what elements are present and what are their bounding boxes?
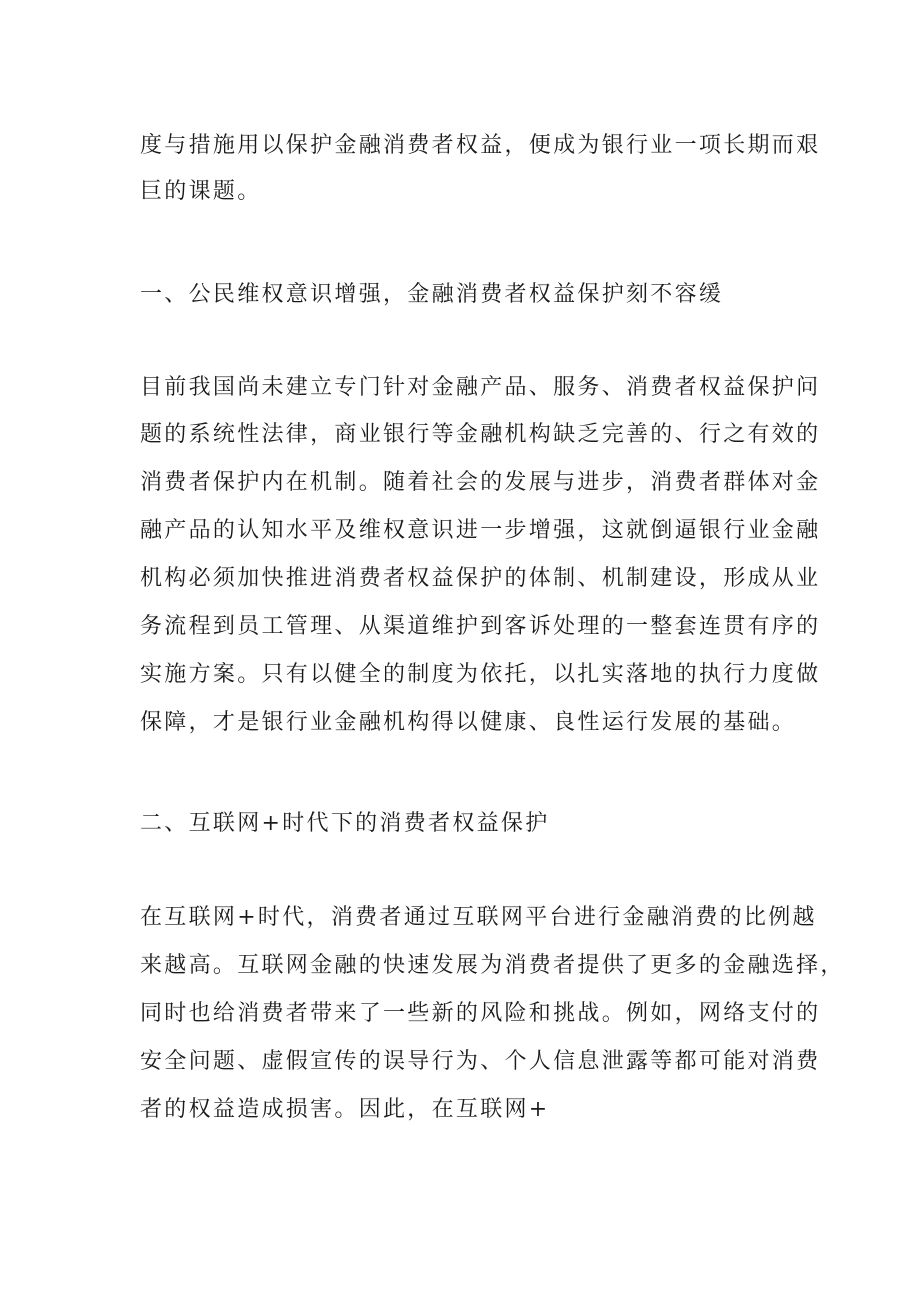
- text-line: 机构必须加快推进消费者权益保护的体制、机制建设，形成从业: [140, 566, 821, 591]
- text-line: 目前我国尚未建立专门针对金融产品、服务、消费者权益保护问: [140, 375, 821, 400]
- text-line: 度与措施用以保护金融消费者权益，便成为银行业一项长期而艰: [140, 133, 821, 158]
- section-heading-2: 二、互联网+时代下的消费者权益保护: [140, 811, 550, 836]
- text-line: 实施方案。只有以健全的制度为依托，以扎实落地的执行力度做: [140, 662, 821, 687]
- text-line: 者的权益造成损害。因此，在互联网+: [140, 1097, 550, 1122]
- text-line: 保障，才是银行业金融机构得以健康、良性运行发展的基础。: [140, 710, 797, 735]
- text-line: 安全问题、虚假宣传的误导行为、个人信息泄露等都可能对消费: [140, 1049, 821, 1074]
- section-heading-1: 一、公民维权意识增强，金融消费者权益保护刻不容缓: [140, 282, 724, 307]
- text-line: 同时也给消费者带来了一些新的风险和挑战。例如，网络支付的: [140, 1001, 821, 1026]
- text-line: 融产品的认知水平及维权意识进一步增强，这就倒逼银行业金融: [140, 518, 821, 543]
- text-line: 巨的课题。: [140, 179, 262, 204]
- text-line: 题的系统性法律，商业银行等金融机构缺乏完善的、行之有效的: [140, 422, 821, 447]
- text-line: 务流程到员工管理、从渠道维护到客诉处理的一整套连贯有序的: [140, 614, 821, 639]
- text-line: 消费者保护内在机制。随着社会的发展与进步，消费者群体对金: [140, 470, 821, 495]
- text-line: 在互联网+时代，消费者通过互联网平台进行金融消费的比例越: [140, 905, 817, 930]
- text-line: 来越高。互联网金融的快速发展为消费者提供了更多的金融选择，: [140, 953, 845, 978]
